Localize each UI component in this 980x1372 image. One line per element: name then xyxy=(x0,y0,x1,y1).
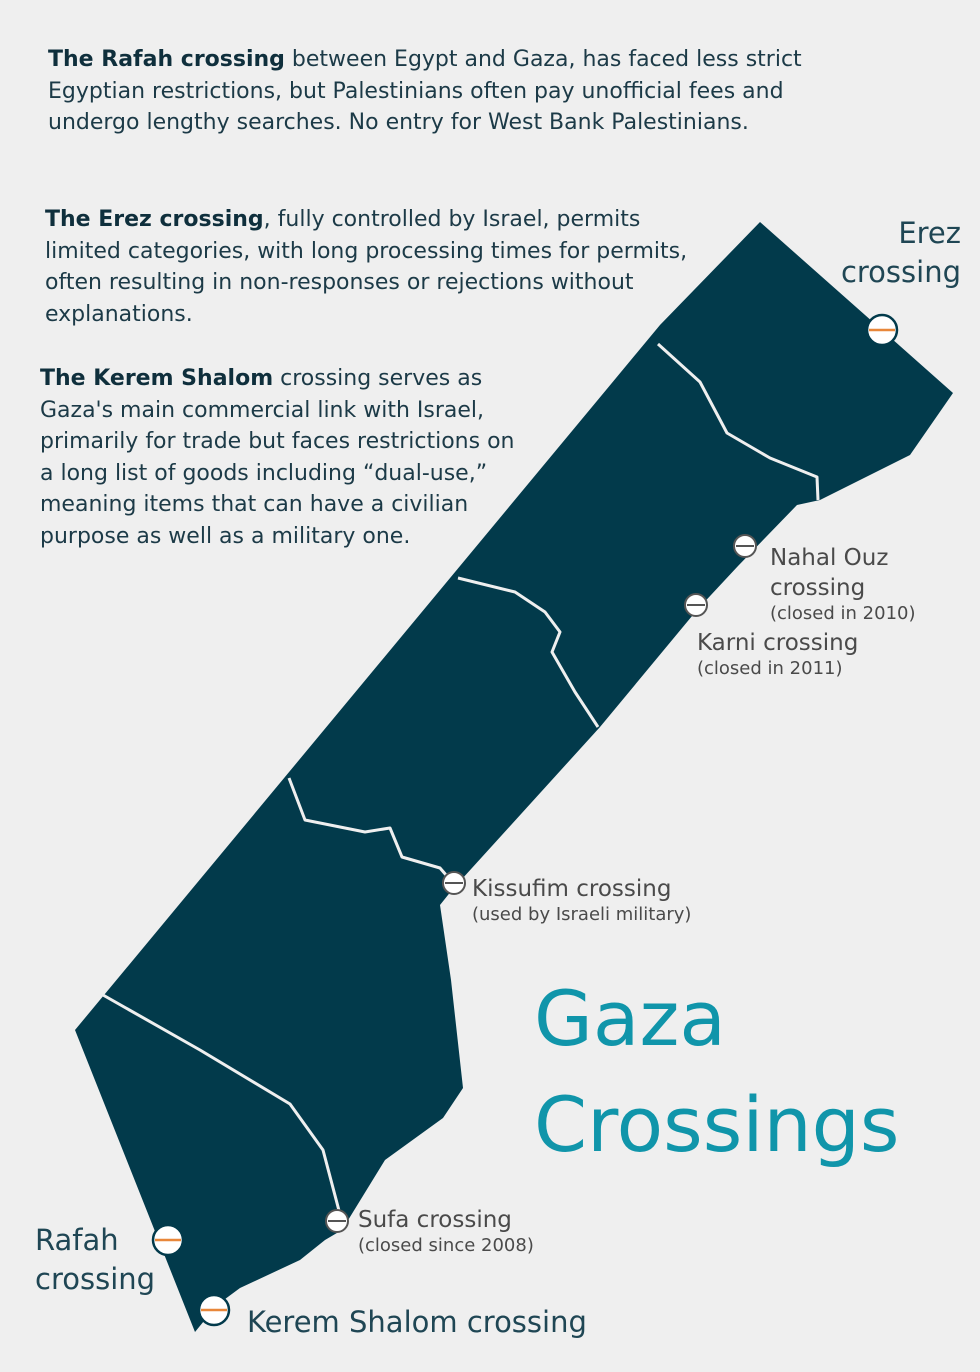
sufa-crossing-marker xyxy=(326,1210,348,1232)
nahal-ouz-label-line2: crossing xyxy=(770,575,866,601)
kissufim-label-name: Kissufim crossing xyxy=(472,876,672,902)
karni-label-name: Karni crossing xyxy=(697,630,859,656)
nahal-ouz-label-line1: Nahal Ouz xyxy=(770,545,889,571)
nahal-ouz-crossing-label xyxy=(770,542,916,626)
erez-description-text: , fully controlled by Israel, permits limited categories, with long processing times for permits, often resulting in non-responses or rejections without explanations. xyxy=(45,207,688,327)
rafah-crossing-label xyxy=(35,1221,155,1299)
rafah-label-line1: Rafah xyxy=(35,1223,119,1257)
title-line1: Gaza xyxy=(534,974,726,1063)
rafah-crossing-marker xyxy=(153,1225,183,1255)
karni-crossing-label xyxy=(697,629,858,681)
kerem-shalom-label-name: Kerem Shalom crossing xyxy=(247,1305,587,1339)
nahal-ouz-note: (closed in 2010) xyxy=(770,603,916,624)
rafah-description-text: between Egypt and Gaza, has faced less strict Egyptian restrictions, but Palestinians often pay unofficial fees and undergo lengthy searches. No entry for West Bank Palestinians. xyxy=(48,47,802,135)
page-title xyxy=(534,966,899,1178)
kerem-shalom-description-heading: The Kerem Shalom xyxy=(40,366,274,391)
kissufim-crossing-label xyxy=(472,875,691,927)
erez-label-line2: crossing xyxy=(840,255,961,289)
kerem-shalom-crossing-label xyxy=(247,1303,587,1342)
sufa-note: (closed since 2008) xyxy=(358,1235,534,1256)
kissufim-crossing-marker xyxy=(443,872,465,894)
erez-crossing-label xyxy=(841,214,961,292)
title-line2: Crossings xyxy=(534,1080,900,1169)
sufa-crossing-label xyxy=(358,1206,534,1258)
erez-label-line1: Erez xyxy=(898,216,961,250)
erez-crossing-marker xyxy=(867,315,897,345)
sufa-label-name: Sufa crossing xyxy=(358,1207,512,1233)
karni-note: (closed in 2011) xyxy=(697,658,843,679)
kerem-shalom-description-text: crossing serves as Gaza's main commercial link with Israel, primarily for trade but faces restrictions on a long list of goods including “dual-use,” meaning items that can have a civilian purpose as well as a military one. xyxy=(40,366,515,549)
rafah-label-line2: crossing xyxy=(35,1262,156,1296)
karni-crossing-marker xyxy=(685,594,707,616)
kerem-shalom-crossing-marker xyxy=(199,1295,229,1325)
nahal-ouz-crossing-marker xyxy=(734,535,756,557)
erez-description-heading: The Erez crossing xyxy=(45,207,264,232)
rafah-description-heading: The Rafah crossing xyxy=(48,47,285,72)
kissufim-note: (used by Israeli military) xyxy=(472,904,692,925)
